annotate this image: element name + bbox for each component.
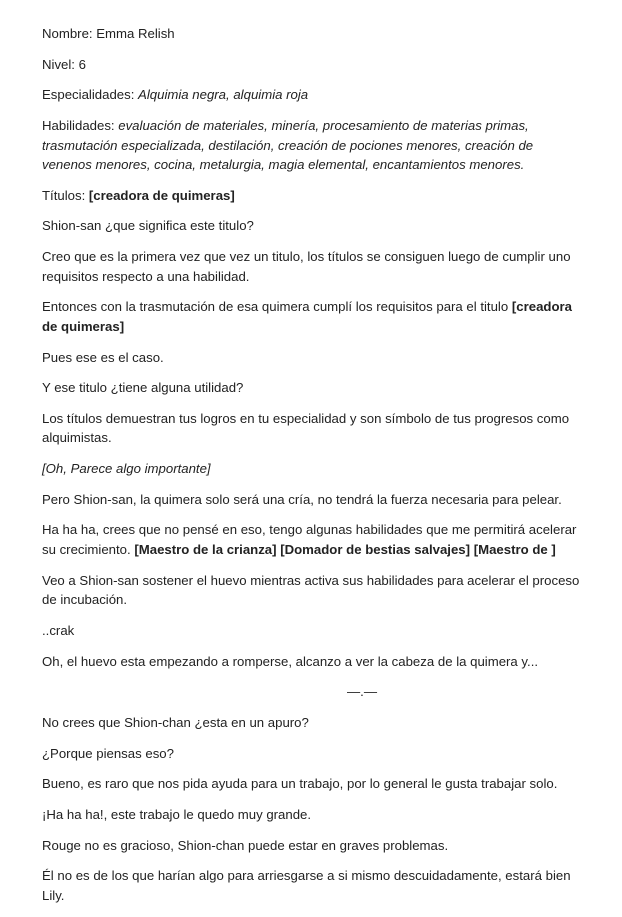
titles-label: Títulos: xyxy=(42,187,89,203)
paragraph: Los títulos demuestran tus logros en tu especialidad y son símbolo de tus progresos como alquimistas. xyxy=(42,410,570,446)
thought-line: [Oh, Parece algo importante] xyxy=(42,461,211,477)
paragraph: No crees que Shion-chan ¿esta en un apuro? xyxy=(42,714,309,730)
document-page xyxy=(42,24,582,917)
paragraph: Pero Shion-san, la quimera solo será una cría, no tendrá la fuerza necesaria para pelear. xyxy=(42,491,562,507)
specialties-value: Alquimia negra, alquimia roja xyxy=(138,87,309,103)
titles-line xyxy=(42,186,582,206)
paragraph: Oh, el huevo esta empezando a romperse, alcanzo a ver la cabeza de la quimera y... xyxy=(42,653,539,669)
specialties-label: Especialidades: xyxy=(42,87,139,103)
skills-value: evaluación de materiales, minería, procesamiento de materias primas, trasmutación especializada, destilación, creación de pociones menores, creación de venenos menores, cocina, metalurgia, magia elemental, encantamientos menores. xyxy=(42,118,534,173)
paragraph-text: Entonces con la trasmutación de esa quimera cumplí los requisitos para el titulo xyxy=(42,299,512,315)
paragraph: Pues ese es el caso. xyxy=(42,349,164,365)
paragraph-bold-title: [creadora de quimeras] xyxy=(42,299,572,334)
paragraph xyxy=(42,520,582,559)
paragraph xyxy=(42,297,582,336)
character-level: Nivel: 6 xyxy=(42,56,86,72)
skills-line xyxy=(42,116,582,175)
titles-value: [creadora de quimeras] xyxy=(88,187,235,203)
paragraph: Veo a Shion-san sostener el huevo mientras activa sus habilidades para acelerar el proceso de incubación. xyxy=(42,572,580,608)
paragraph-bold-skills: [Maestro de la crianza] [Domador de bestias salvajes] [Maestro de ] xyxy=(134,541,556,557)
paragraph: ¡Ha ha ha!, este trabajo le quedo muy grande. xyxy=(42,806,312,822)
character-name: Nombre: Emma Relish xyxy=(42,26,175,41)
paragraph: Shion-san ¿que significa este titulo? xyxy=(42,218,254,234)
paragraph: Bueno, es raro que nos pida ayuda para un trabajo, por lo general le gusta trabajar solo. xyxy=(42,776,558,792)
paragraph: Y ese titulo ¿tiene alguna utilidad? xyxy=(42,380,244,396)
scene-separator: —.— xyxy=(346,684,378,700)
paragraph: Él no es de los que harían algo para arriesgarse a si mismo descuidadamente, estará bien Lily. xyxy=(42,868,571,903)
skills-label: Habilidades: xyxy=(42,118,119,134)
paragraph: Rouge no es gracioso, Shion-chan puede estar en graves problemas. xyxy=(42,837,449,853)
paragraph-text: Ha ha ha, crees que no pensé en eso, tengo algunas habilidades que me permitirá acelerar su crecimiento. xyxy=(42,522,577,557)
paragraph: ..crak xyxy=(42,622,75,638)
paragraph: Creo que es la primera vez que vez un titulo, los títulos se consiguen luego de cumplir uno requisitos respecto a una habilidad. xyxy=(42,249,571,284)
paragraph: ¿Porque piensas eso? xyxy=(42,745,174,761)
specialties-line xyxy=(42,85,582,105)
